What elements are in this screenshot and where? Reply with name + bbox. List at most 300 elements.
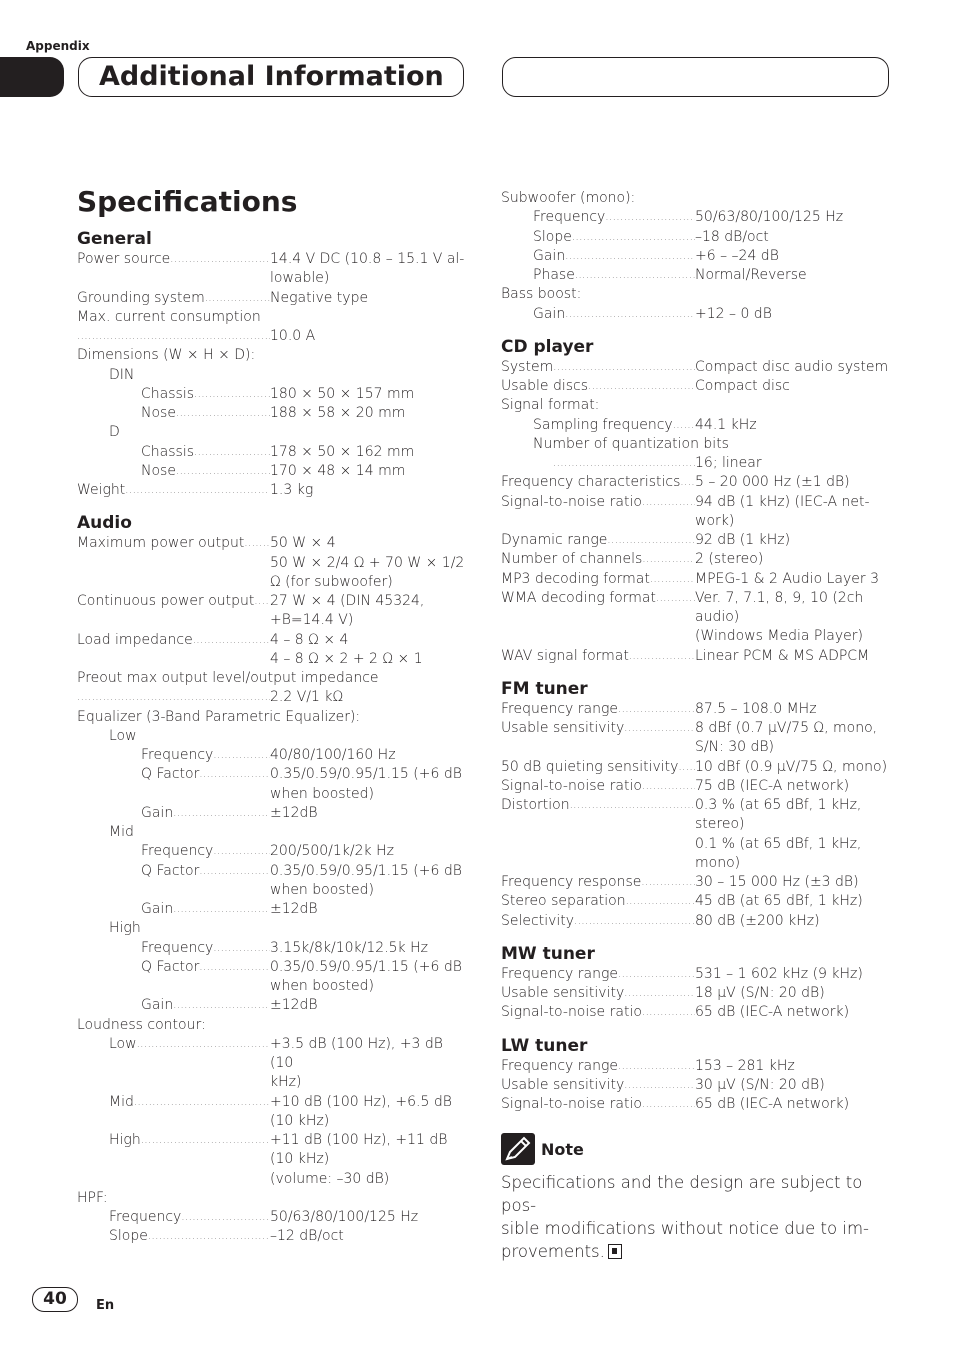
spec-label: Frequency <box>109 1209 182 1225</box>
spec-label-cell <box>501 912 695 931</box>
spec-row <box>77 1093 469 1132</box>
spec-row <box>501 454 893 473</box>
spec-group-label: High <box>109 920 141 937</box>
spec-group-label: DIN <box>109 366 135 383</box>
spec-row <box>501 1003 893 1022</box>
spec-value <box>695 647 893 666</box>
spec-label: Nose <box>141 462 176 479</box>
spec-row <box>501 1076 893 1095</box>
dot-leader <box>176 404 270 423</box>
spec-value-line: (volume: –30 dB) <box>270 1170 390 1187</box>
spec-value-line: when boosted) <box>270 785 375 802</box>
spec-label: Phase <box>533 267 575 283</box>
spec-value <box>270 746 469 765</box>
spec-label: Q Factor <box>141 766 200 783</box>
spec-label: Frequency range <box>501 1057 618 1074</box>
spec-value-line: stereo) <box>695 816 745 833</box>
spec-value <box>695 1076 893 1095</box>
spec-row <box>77 462 469 481</box>
spec-value <box>270 385 469 404</box>
spec-label: Q Factor <box>141 862 200 879</box>
spec-value-line: Compact disc audio system <box>695 358 889 375</box>
spec-label-cell <box>501 1095 695 1114</box>
spec-value-line: –18 dB/oct <box>695 228 769 245</box>
dot-leader <box>680 473 695 492</box>
dot-leader <box>673 416 695 435</box>
spec-label: Sampling frequency <box>533 416 673 433</box>
spec-value <box>695 454 893 473</box>
spec-value <box>270 1208 469 1227</box>
spec-row <box>77 404 469 423</box>
spec-row <box>501 796 893 873</box>
spec-label-cell <box>77 688 270 707</box>
dot-leader <box>642 1003 695 1022</box>
spec-label-cell <box>77 443 270 462</box>
dot-leader <box>213 939 270 958</box>
spec-label: Stereo separation <box>501 893 626 910</box>
spec-row <box>77 1035 469 1093</box>
spec-value-line: +6 – –24 dB <box>695 247 779 264</box>
spec-row <box>501 266 893 285</box>
spec-group-label: Bass boost: <box>501 286 582 303</box>
spec-value-line: 30 – 15 000 Hz (±3 dB) <box>695 874 859 890</box>
spec-label: Number of channels <box>501 551 643 568</box>
end-of-section-icon <box>608 1244 622 1259</box>
spec-value <box>270 327 469 346</box>
page-number: 40 <box>32 1287 78 1312</box>
spec-label-cell <box>77 804 270 823</box>
spec-label: Q Factor <box>141 958 200 975</box>
spec-row <box>501 912 893 931</box>
spec-value-line: 2 (stereo) <box>695 551 764 568</box>
dot-leader <box>607 531 695 550</box>
spec-value <box>695 719 893 758</box>
spec-label: Usable sensitivity <box>501 720 625 736</box>
dot-leader <box>199 765 270 804</box>
spec-value-line: 80 dB (±200 kHz) <box>695 912 820 929</box>
spec-label: Nose <box>141 405 176 421</box>
spec-value <box>270 250 469 289</box>
dot-leader <box>642 1095 695 1114</box>
spec-row <box>77 1131 469 1189</box>
spec-label-cell <box>77 765 270 804</box>
spec-label-cell <box>501 777 695 796</box>
spec-value-line: 170 × 48 × 14 mm <box>270 462 406 479</box>
spec-label-cell <box>77 746 270 765</box>
spec-row <box>77 939 469 958</box>
spec-label: Frequency characteristics <box>501 474 681 491</box>
spec-label-cell <box>501 1057 695 1076</box>
spec-value-line: 4 – 8 Ω × 4 <box>270 631 349 648</box>
spec-label-cell <box>77 996 270 1015</box>
spec-row <box>77 534 469 592</box>
dot-leader <box>77 688 270 707</box>
spec-row <box>77 958 469 997</box>
spec-label: Slope <box>109 1228 148 1245</box>
spec-row <box>501 473 893 492</box>
spec-label-cell <box>501 416 695 435</box>
spec-value <box>695 208 893 227</box>
spec-value-line: when boosted) <box>270 881 375 898</box>
spec-value <box>695 228 893 247</box>
spec-value <box>695 796 893 873</box>
spec-row <box>501 984 893 1003</box>
spec-value-line: 5 – 20 000 Hz (±1 dB) <box>695 474 850 491</box>
spec-row <box>77 900 469 919</box>
spec-label: Selectivity <box>501 912 575 929</box>
spec-label-cell <box>77 592 270 631</box>
spec-row <box>77 996 469 1015</box>
spec-group-label: Dimensions (W × H × D): <box>77 347 256 364</box>
spec-value <box>270 289 469 308</box>
spec-group-label: Number of quantization bits <box>533 435 729 452</box>
spec-group-label: Signal format: <box>501 397 600 414</box>
spec-label-cell <box>77 958 270 997</box>
language-code: En <box>96 1298 115 1313</box>
spec-value-line: ±12dB <box>270 901 318 917</box>
dot-leader <box>626 892 695 911</box>
dot-leader <box>618 1057 695 1076</box>
spec-label-cell <box>77 862 270 901</box>
spec-value-line: +10 dB (100 Hz), +6.5 dB <box>270 1093 452 1110</box>
spec-value <box>270 1093 469 1132</box>
spec-row <box>77 1227 469 1246</box>
spec-label-cell <box>501 377 695 396</box>
dot-leader <box>572 228 695 247</box>
spec-row <box>77 289 469 308</box>
spec-row <box>77 443 469 462</box>
spec-value-line: ±12dB <box>270 804 318 821</box>
spec-label: WAV signal format <box>501 647 629 664</box>
spec-value <box>695 531 893 550</box>
spec-label: Load impedance <box>77 631 193 648</box>
spec-label: Weight <box>77 482 126 498</box>
dot-leader <box>642 493 695 532</box>
spec-value <box>695 247 893 266</box>
spec-value <box>270 1131 469 1189</box>
spec-value-line: 14.4 V DC (10.8 – 15.1 V al- <box>270 251 465 267</box>
spec-value <box>270 1035 469 1093</box>
spec-label-cell <box>501 796 695 873</box>
dot-leader <box>574 912 695 931</box>
spec-label-cell <box>501 247 695 266</box>
spec-value <box>270 534 469 592</box>
spec-label: Frequency <box>141 843 214 860</box>
dot-leader <box>125 481 270 500</box>
dot-leader <box>173 900 270 919</box>
spec-value-line: S/N: 30 dB) <box>695 739 775 756</box>
note-header <box>501 1131 893 1167</box>
spec-value-line: Compact disc <box>695 378 790 394</box>
spec-value-line: 50/63/80/100/125 Hz <box>695 209 844 226</box>
spec-value <box>270 939 469 958</box>
spec-value <box>695 1095 893 1114</box>
spec-label: High <box>109 1132 141 1148</box>
spec-value-line: 75 dB (IEC-A network) <box>695 777 850 794</box>
dot-leader <box>553 454 695 473</box>
spec-row <box>501 305 893 324</box>
spec-value-line: 2.2 V/1 kΩ <box>270 689 344 706</box>
spec-row <box>501 758 893 777</box>
spec-label-cell <box>501 550 695 569</box>
spec-value-line: 87.5 – 108.0 MHz <box>695 700 817 717</box>
spec-group-label: Equalizer (3-Band Parametric Equalizer): <box>77 708 361 725</box>
spec-value-line: 10.0 A <box>270 328 316 344</box>
spec-label: Gain <box>533 247 566 264</box>
spec-label-cell <box>501 647 695 666</box>
spec-value <box>270 996 469 1015</box>
spec-value <box>270 842 469 861</box>
spec-label-cell <box>501 493 695 532</box>
spec-label: 50 dB quieting sensitivity <box>501 758 679 775</box>
spec-label: Frequency range <box>501 965 618 982</box>
spec-label-cell <box>501 1076 695 1095</box>
spec-label: Frequency range <box>501 700 618 717</box>
spec-row <box>77 842 469 861</box>
spec-value-line: 0.35/0.59/0.95/1.15 (+6 dB <box>270 862 462 879</box>
spec-value-line: Negative type <box>270 289 369 306</box>
spec-value-line: lowable) <box>270 270 330 287</box>
spec-value <box>695 416 893 435</box>
spec-group-label: Mid <box>109 824 134 840</box>
spec-value-line: 0.3 % (at 65 dBf, 1 kHz, <box>695 797 862 813</box>
dot-leader <box>565 247 695 266</box>
header-empty-box <box>502 57 889 97</box>
spec-row <box>77 765 469 804</box>
specs-left-column <box>77 229 469 1247</box>
dot-leader <box>624 719 695 758</box>
dot-leader <box>618 700 695 719</box>
dot-leader <box>176 462 270 481</box>
spec-value-line: audio) <box>695 609 740 625</box>
spec-label: Mid <box>109 1093 134 1110</box>
spec-value <box>695 873 893 892</box>
spec-group-label: D <box>109 424 120 441</box>
spec-value-line: 178 × 50 × 162 mm <box>270 443 415 460</box>
spec-row <box>501 570 893 589</box>
spec-row <box>501 416 893 435</box>
spec-label: Frequency response <box>501 874 642 890</box>
spec-value-line: +3.5 dB (100 Hz), +3 dB (10 <box>270 1035 443 1071</box>
spec-row <box>77 1208 469 1227</box>
spec-value-line: +B=14.4 V) <box>270 612 354 629</box>
spec-row <box>77 592 469 631</box>
spec-section-heading: Audio <box>77 513 132 534</box>
spec-value-line: MPEG-1 & 2 Audio Layer 3 <box>695 570 879 587</box>
spec-label: Signal-to-noise ratio <box>501 1096 642 1112</box>
spec-label: Distortion <box>501 797 570 813</box>
dot-leader <box>570 796 695 873</box>
spec-row <box>77 862 469 901</box>
spec-label-cell <box>77 842 270 861</box>
dot-leader <box>137 1035 270 1093</box>
spec-section-heading: FM tuner <box>501 678 588 699</box>
spec-value <box>270 631 469 670</box>
spec-value-line: +12 – 0 dB <box>695 305 772 322</box>
spec-value <box>270 958 469 997</box>
spec-label-cell <box>77 534 270 592</box>
spec-row <box>501 228 893 247</box>
dot-leader <box>213 842 270 861</box>
dot-leader <box>605 208 695 227</box>
spec-value <box>695 1003 893 1022</box>
dot-leader <box>642 777 695 796</box>
spec-label-cell <box>501 589 695 647</box>
specs-right-list <box>501 189 893 1114</box>
spec-value-line: 65 dB (IEC-A network) <box>695 1004 850 1021</box>
spec-row <box>77 250 469 289</box>
header-title: Additional Information <box>99 61 444 92</box>
spec-value-line: 8 dBf (0.7 µV/75 Ω, mono, <box>695 720 878 736</box>
spec-value <box>695 700 893 719</box>
spec-row <box>501 589 893 647</box>
spec-label-cell <box>77 289 270 308</box>
spec-value-line: mono) <box>695 854 741 871</box>
spec-label: Usable sensitivity <box>501 985 625 1001</box>
spec-group-label: Loudness contour: <box>77 1016 206 1033</box>
spec-value <box>695 377 893 396</box>
spec-value-line: –12 dB/oct <box>270 1228 344 1245</box>
spec-label: Continuous power output <box>77 593 255 609</box>
spec-label: Power source <box>77 251 171 267</box>
dot-leader <box>656 589 695 647</box>
dot-leader <box>194 443 270 462</box>
spec-value-line: 94 dB (1 kHz) (IEC-A net- <box>695 493 870 510</box>
note-label: Note <box>541 1139 584 1159</box>
page-title: Specifications <box>77 185 298 218</box>
spec-row <box>501 1095 893 1114</box>
spec-value <box>695 473 893 492</box>
dot-leader <box>213 746 270 765</box>
spec-value-line: 16; linear <box>695 455 762 471</box>
spec-label: Dynamic range <box>501 532 608 548</box>
spec-value <box>695 358 893 377</box>
spec-label: Gain <box>141 901 174 917</box>
spec-value <box>695 589 893 647</box>
dot-leader <box>588 377 695 396</box>
spec-value <box>270 481 469 500</box>
spec-value-line: 0.1 % (at 65 dBf, 1 kHz, <box>695 835 862 852</box>
spec-label-cell <box>77 250 270 289</box>
spec-label-cell <box>501 700 695 719</box>
spec-row <box>77 481 469 500</box>
dot-leader <box>205 289 270 308</box>
spec-label-cell <box>77 631 270 670</box>
dot-leader <box>193 631 270 670</box>
spec-group-label: Subwoofer (mono): <box>501 190 636 206</box>
spec-label-cell <box>501 1003 695 1022</box>
spec-value <box>695 984 893 1003</box>
spec-label: Grounding system <box>77 289 205 306</box>
spec-value-line: 50/63/80/100/125 Hz <box>270 1209 419 1225</box>
spec-label: Usable discs <box>501 378 589 394</box>
spec-label: Usable sensitivity <box>501 1076 625 1093</box>
spec-label-cell <box>501 358 695 377</box>
dot-leader <box>173 804 270 823</box>
spec-value-line: Normal/Reverse <box>695 267 807 283</box>
spec-value-line: Ver. 7, 7.1, 8, 9, 10 (2ch <box>695 589 864 606</box>
spec-value <box>270 404 469 423</box>
spec-value-line: 180 × 50 × 157 mm <box>270 385 415 402</box>
spec-value-line: when boosted) <box>270 978 375 994</box>
dot-leader <box>181 1208 270 1227</box>
note-text <box>501 1171 893 1263</box>
spec-value <box>270 1227 469 1246</box>
dot-leader <box>134 1093 270 1132</box>
spec-label-cell <box>77 327 270 346</box>
spec-value-line: 30 µV (S/N: 20 dB) <box>695 1076 825 1093</box>
spec-value-line: work) <box>695 512 735 529</box>
spec-value <box>695 965 893 984</box>
spec-label-cell <box>501 892 695 911</box>
spec-value <box>695 266 893 285</box>
spec-value-line: (Windows Media Player) <box>695 628 863 645</box>
spec-value-line: 65 dB (IEC-A network) <box>695 1096 850 1112</box>
dot-leader <box>141 1131 270 1189</box>
note-text-body: Specifications and the design are subject to pos- sible modifications without notice due to im- provements. <box>501 1173 869 1262</box>
dot-leader <box>194 385 270 404</box>
spec-section-heading: General <box>77 229 152 249</box>
spec-value-line: 188 × 58 × 20 mm <box>270 405 406 421</box>
spec-label-cell <box>77 462 270 481</box>
spec-label-cell <box>77 1035 270 1093</box>
spec-group-label: Max. current consumption <box>77 308 261 325</box>
spec-group-label: Preout max output level/output impedance <box>77 670 379 686</box>
spec-label-cell <box>77 900 270 919</box>
spec-label: Frequency <box>141 747 214 763</box>
dot-leader <box>678 758 695 777</box>
spec-value <box>695 570 893 589</box>
dot-leader <box>199 958 270 997</box>
spec-value <box>270 862 469 901</box>
spec-label-cell <box>77 1227 270 1246</box>
spec-row <box>77 746 469 765</box>
spec-row <box>501 647 893 666</box>
spec-row <box>501 531 893 550</box>
spec-value <box>695 912 893 931</box>
spec-label-cell <box>501 305 695 324</box>
spec-value-line: 18 µV (S/N: 20 dB) <box>695 985 825 1001</box>
spec-label-cell <box>77 404 270 423</box>
spec-row <box>501 208 893 227</box>
spec-row <box>501 700 893 719</box>
spec-value-line: (10 kHz) <box>270 1151 330 1168</box>
spec-label: Chassis <box>141 385 194 402</box>
dot-leader <box>148 1227 270 1246</box>
spec-label-cell <box>501 454 695 473</box>
pencil-note-icon <box>501 1133 535 1165</box>
spec-value-line: 4 – 8 Ω × 2 + 2 Ω × 1 <box>270 650 423 667</box>
spec-label-cell <box>501 266 695 285</box>
dot-leader <box>553 358 695 377</box>
spec-label: Signal-to-noise ratio <box>501 493 642 510</box>
spec-label: Signal-to-noise ratio <box>501 777 642 794</box>
spec-label-cell <box>501 531 695 550</box>
spec-label-cell <box>501 228 695 247</box>
spec-row <box>501 550 893 569</box>
spec-value-line: 0.35/0.59/0.95/1.15 (+6 dB <box>270 958 462 975</box>
spec-label-cell <box>77 939 270 958</box>
spec-label: Maximum power output <box>77 535 245 552</box>
spec-label: MP3 decoding format <box>501 570 650 587</box>
spec-label: WMA decoding format <box>501 589 656 606</box>
spec-label-cell <box>501 473 695 492</box>
spec-label: Frequency <box>533 209 606 226</box>
spec-row <box>77 327 469 346</box>
spec-group-label: HPF: <box>77 1189 108 1206</box>
spec-value-line: (10 kHz) <box>270 1112 330 1129</box>
spec-value <box>270 462 469 481</box>
